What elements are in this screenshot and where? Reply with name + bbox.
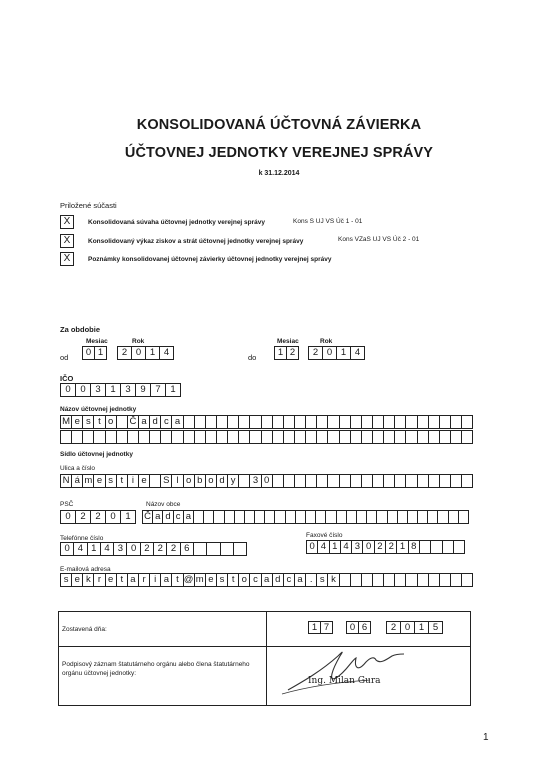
char-cell[interactable]: l xyxy=(172,474,183,488)
char-cell[interactable] xyxy=(265,510,275,524)
char-cell[interactable]: 1 xyxy=(275,346,287,360)
frame-divider-vertical xyxy=(266,611,267,705)
char-cell[interactable] xyxy=(317,415,328,429)
char-cell[interactable] xyxy=(388,510,398,524)
char-cell[interactable] xyxy=(406,573,417,587)
char-cell[interactable]: 1 xyxy=(146,346,160,360)
phone-cells[interactable] xyxy=(60,542,247,556)
fax-label: Faxové číslo xyxy=(306,532,343,539)
char-cell[interactable] xyxy=(295,474,306,488)
char-cell[interactable]: 0 xyxy=(347,621,359,634)
char-cell[interactable]: 3 xyxy=(250,474,261,488)
char-cell[interactable]: a xyxy=(172,415,183,429)
char-cell[interactable]: 4 xyxy=(351,346,365,360)
to-month-label: Mesiac xyxy=(277,338,299,345)
char-cell[interactable] xyxy=(357,510,367,524)
ico-label: IČO xyxy=(60,374,74,383)
char-cell[interactable] xyxy=(362,573,373,587)
char-cell[interactable]: 7 xyxy=(151,383,166,397)
char-cell[interactable] xyxy=(128,430,139,444)
char-cell[interactable] xyxy=(250,430,261,444)
char-cell[interactable]: . xyxy=(306,573,317,587)
char-cell[interactable]: t xyxy=(172,573,183,587)
char-cell[interactable] xyxy=(340,474,351,488)
fax-cells[interactable] xyxy=(306,540,465,554)
char-cell[interactable] xyxy=(328,415,339,429)
char-cell[interactable] xyxy=(449,510,459,524)
char-cell[interactable] xyxy=(367,510,377,524)
attachment-checkbox-3[interactable]: X xyxy=(60,252,74,266)
char-cell[interactable] xyxy=(228,415,239,429)
char-cell[interactable] xyxy=(438,510,448,524)
char-cell[interactable] xyxy=(328,430,339,444)
char-cell[interactable]: a xyxy=(295,573,306,587)
document-title-line1: KONSOLIDOVANÁ ÚČTOVNÁ ZÁVIERKA xyxy=(136,117,422,133)
char-cell[interactable] xyxy=(195,415,206,429)
char-cell[interactable] xyxy=(373,573,384,587)
char-cell[interactable] xyxy=(150,474,161,488)
to-month-cells[interactable] xyxy=(274,346,299,360)
char-cell[interactable] xyxy=(462,430,473,444)
char-cell[interactable] xyxy=(296,510,306,524)
char-cell[interactable]: 0 xyxy=(132,346,146,360)
char-cell[interactable] xyxy=(440,415,451,429)
char-cell[interactable]: m xyxy=(195,573,206,587)
char-cell[interactable]: i xyxy=(150,573,161,587)
char-cell[interactable]: 4 xyxy=(74,542,87,556)
char-cell[interactable] xyxy=(207,542,220,556)
char-cell[interactable] xyxy=(418,474,429,488)
char-cell[interactable]: a xyxy=(139,415,150,429)
char-cell[interactable] xyxy=(340,415,351,429)
char-cell[interactable]: 0 xyxy=(83,346,95,360)
char-cell[interactable] xyxy=(384,430,395,444)
char-cell[interactable] xyxy=(451,573,462,587)
char-cell[interactable] xyxy=(418,430,429,444)
char-cell[interactable] xyxy=(284,415,295,429)
char-cell[interactable]: s xyxy=(317,573,328,587)
char-cell[interactable] xyxy=(150,430,161,444)
char-cell[interactable]: 2 xyxy=(375,540,386,554)
char-cell[interactable]: 3 xyxy=(352,540,363,554)
char-cell[interactable] xyxy=(214,510,224,524)
char-cell[interactable]: 2 xyxy=(387,621,401,634)
char-cell[interactable]: 4 xyxy=(318,540,329,554)
char-cell[interactable]: e xyxy=(72,415,83,429)
prepared-day-cells[interactable] xyxy=(308,621,333,634)
char-cell[interactable]: 1 xyxy=(415,621,429,634)
char-cell[interactable]: 0 xyxy=(61,510,76,524)
char-cell[interactable]: M xyxy=(61,415,72,429)
char-cell[interactable] xyxy=(431,540,442,554)
char-cell[interactable]: e xyxy=(139,474,150,488)
char-cell[interactable]: 2 xyxy=(118,346,132,360)
char-cell[interactable]: c xyxy=(161,415,172,429)
char-cell[interactable]: 0 xyxy=(323,346,337,360)
char-cell[interactable] xyxy=(429,573,440,587)
char-cell[interactable] xyxy=(418,573,429,587)
char-cell[interactable] xyxy=(462,573,473,587)
char-cell[interactable]: 9 xyxy=(136,383,151,397)
char-cell[interactable]: 2 xyxy=(76,510,91,524)
char-cell[interactable] xyxy=(362,474,373,488)
char-cell[interactable]: 2 xyxy=(141,542,154,556)
char-cell[interactable] xyxy=(273,474,284,488)
char-cell[interactable] xyxy=(443,540,454,554)
char-cell[interactable]: a xyxy=(128,573,139,587)
char-cell[interactable] xyxy=(418,415,429,429)
char-cell[interactable]: 0 xyxy=(106,510,121,524)
char-cell[interactable] xyxy=(351,474,362,488)
attachment-checkbox-2[interactable]: X xyxy=(60,234,74,248)
from-label: od xyxy=(60,353,69,362)
town-label: Názov obce xyxy=(146,501,181,508)
char-cell[interactable] xyxy=(408,510,418,524)
char-cell[interactable]: 1 xyxy=(309,621,321,634)
char-cell[interactable] xyxy=(262,415,273,429)
char-cell[interactable]: 0 xyxy=(307,540,318,554)
seat-heading: Sídlo účtovnej jednotky xyxy=(60,451,133,458)
char-cell[interactable] xyxy=(139,430,150,444)
attachments-heading: Priložené súčasti xyxy=(60,201,117,210)
psc-label: PSČ xyxy=(60,501,74,508)
char-cell[interactable]: 6 xyxy=(181,542,194,556)
char-cell[interactable] xyxy=(184,415,195,429)
char-cell[interactable]: a xyxy=(153,510,163,524)
period-heading: Za obdobie xyxy=(60,325,100,334)
char-cell[interactable]: s xyxy=(83,415,94,429)
char-cell[interactable]: 3 xyxy=(121,383,136,397)
char-cell[interactable] xyxy=(317,430,328,444)
attachment-code-2: Kons VZaS UJ VS Úč 2 - 01 xyxy=(338,236,420,243)
char-cell[interactable]: 1 xyxy=(330,540,341,554)
char-cell[interactable] xyxy=(295,415,306,429)
char-cell[interactable] xyxy=(398,510,408,524)
char-cell[interactable]: o xyxy=(206,474,217,488)
char-cell[interactable] xyxy=(306,430,317,444)
char-cell[interactable]: e xyxy=(206,573,217,587)
char-cell[interactable] xyxy=(239,474,250,488)
char-cell[interactable] xyxy=(306,415,317,429)
char-cell[interactable]: e xyxy=(72,573,83,587)
char-cell[interactable]: 0 xyxy=(61,383,76,397)
char-cell[interactable] xyxy=(362,430,373,444)
char-cell[interactable]: á xyxy=(72,474,83,488)
char-cell[interactable]: c xyxy=(174,510,184,524)
attachment-checkbox-1[interactable]: X xyxy=(60,215,74,229)
char-cell[interactable]: 1 xyxy=(121,510,136,524)
char-cell[interactable]: o xyxy=(184,474,195,488)
street-cells[interactable] xyxy=(60,474,473,488)
char-cell[interactable] xyxy=(362,415,373,429)
char-cell[interactable] xyxy=(72,430,83,444)
char-cell[interactable] xyxy=(451,430,462,444)
char-cell[interactable] xyxy=(406,474,417,488)
char-cell[interactable]: S xyxy=(161,474,172,488)
char-cell[interactable] xyxy=(395,573,406,587)
char-cell[interactable] xyxy=(239,430,250,444)
char-cell[interactable]: r xyxy=(139,573,150,587)
char-cell[interactable] xyxy=(373,415,384,429)
char-cell[interactable] xyxy=(184,430,195,444)
signer-name: Ing. Milan Gura xyxy=(308,676,381,686)
char-cell[interactable]: a xyxy=(161,573,172,587)
char-cell[interactable] xyxy=(286,510,296,524)
char-cell[interactable] xyxy=(172,430,183,444)
char-cell[interactable]: Č xyxy=(143,510,153,524)
entity-name-row2[interactable] xyxy=(60,430,473,444)
char-cell[interactable]: 2 xyxy=(287,346,299,360)
char-cell[interactable] xyxy=(326,510,336,524)
email-label: E-mailová adresa xyxy=(60,566,111,573)
char-cell[interactable] xyxy=(440,573,451,587)
char-cell[interactable] xyxy=(250,415,261,429)
char-cell[interactable]: 4 xyxy=(341,540,352,554)
char-cell[interactable]: s xyxy=(217,573,228,587)
char-cell[interactable] xyxy=(106,430,117,444)
char-cell[interactable] xyxy=(418,510,428,524)
char-cell[interactable] xyxy=(262,430,273,444)
char-cell[interactable]: y xyxy=(228,474,239,488)
char-cell[interactable] xyxy=(284,430,295,444)
prepared-date-label: Zostavená dňa: xyxy=(62,626,107,633)
char-cell[interactable]: 2 xyxy=(309,346,323,360)
char-cell[interactable] xyxy=(429,474,440,488)
char-cell[interactable] xyxy=(306,474,317,488)
char-cell[interactable]: 6 xyxy=(359,621,371,634)
char-cell[interactable]: t xyxy=(117,474,128,488)
char-cell[interactable] xyxy=(225,510,235,524)
char-cell[interactable] xyxy=(377,510,387,524)
char-cell[interactable]: a xyxy=(184,510,194,524)
char-cell[interactable] xyxy=(351,430,362,444)
entity-name-label: Názov účtovnej jednotky xyxy=(60,406,137,413)
char-cell[interactable] xyxy=(395,415,406,429)
char-cell[interactable] xyxy=(235,510,245,524)
char-cell[interactable] xyxy=(384,474,395,488)
char-cell[interactable] xyxy=(194,542,207,556)
char-cell[interactable]: 0 xyxy=(76,383,91,397)
char-cell[interactable] xyxy=(194,510,204,524)
char-cell[interactable] xyxy=(273,430,284,444)
document-title-line2: ÚČTOVNEJ JEDNOTKY VEREJNEJ SPRÁVY xyxy=(124,145,434,161)
from-month-label: Mesiac xyxy=(86,338,108,345)
town-cells[interactable] xyxy=(142,510,469,524)
char-cell[interactable] xyxy=(373,474,384,488)
char-cell[interactable] xyxy=(429,430,440,444)
char-cell[interactable]: d xyxy=(273,573,284,587)
char-cell[interactable]: 1 xyxy=(106,383,121,397)
char-cell[interactable] xyxy=(94,430,105,444)
signature-label: Podpisový záznam štatutárneho orgánu alebo člena štatutárneho orgánu účtovnej jednotky: xyxy=(62,661,250,677)
to-label: do xyxy=(248,353,257,362)
char-cell[interactable] xyxy=(429,415,440,429)
from-year-cells[interactable] xyxy=(117,346,174,360)
char-cell[interactable] xyxy=(428,510,438,524)
char-cell[interactable] xyxy=(245,510,255,524)
attachment-label-1: Konsolidovaná súvaha účtovnej jednotky verejnej správy xyxy=(88,219,266,226)
char-cell[interactable]: d xyxy=(150,415,161,429)
char-cell[interactable]: 1 xyxy=(397,540,408,554)
char-cell[interactable]: r xyxy=(94,573,105,587)
to-year-label: Rok xyxy=(320,338,333,345)
char-cell[interactable] xyxy=(351,415,362,429)
char-cell[interactable]: @ xyxy=(183,574,194,585)
char-cell[interactable]: 1 xyxy=(166,383,181,397)
handwritten-signature xyxy=(280,642,430,698)
char-cell[interactable]: k xyxy=(83,573,94,587)
char-cell[interactable] xyxy=(351,573,362,587)
char-cell[interactable] xyxy=(275,510,285,524)
char-cell[interactable] xyxy=(420,540,431,554)
from-year-label: Rok xyxy=(132,338,145,345)
prepared-year-cells[interactable] xyxy=(386,621,443,634)
char-cell[interactable] xyxy=(206,430,217,444)
char-cell[interactable]: a xyxy=(262,573,273,587)
char-cell[interactable] xyxy=(273,415,284,429)
char-cell[interactable]: 3 xyxy=(91,383,106,397)
char-cell[interactable] xyxy=(61,430,72,444)
char-cell[interactable]: b xyxy=(195,474,206,488)
char-cell[interactable]: 4 xyxy=(160,346,174,360)
char-cell[interactable]: o xyxy=(239,573,250,587)
char-cell[interactable] xyxy=(234,542,247,556)
char-cell[interactable]: N xyxy=(61,474,72,488)
document-date: k 31.12.2014 xyxy=(258,170,300,177)
psc-cells[interactable] xyxy=(60,510,136,524)
char-cell[interactable]: c xyxy=(250,573,261,587)
phone-label: Telefónne číslo xyxy=(60,535,104,542)
char-cell[interactable] xyxy=(340,573,351,587)
char-cell[interactable] xyxy=(451,474,462,488)
attachment-label-2: Konsolidovaný výkaz ziskov a strát účtovnej jednotky verejnej správy xyxy=(88,238,304,245)
char-cell[interactable] xyxy=(462,415,473,429)
char-cell[interactable]: s xyxy=(61,573,72,587)
char-cell[interactable] xyxy=(255,510,265,524)
char-cell[interactable] xyxy=(384,415,395,429)
char-cell[interactable]: 2 xyxy=(154,542,167,556)
char-cell[interactable] xyxy=(117,430,128,444)
char-cell[interactable] xyxy=(454,540,465,554)
char-cell[interactable] xyxy=(221,542,234,556)
char-cell[interactable]: 0 xyxy=(61,542,74,556)
char-cell[interactable] xyxy=(337,510,347,524)
char-cell[interactable] xyxy=(306,510,316,524)
char-cell[interactable] xyxy=(317,474,328,488)
char-cell[interactable] xyxy=(239,415,250,429)
char-cell[interactable] xyxy=(384,573,395,587)
char-cell[interactable] xyxy=(117,415,128,429)
char-cell[interactable]: e xyxy=(106,573,117,587)
char-cell[interactable]: 2 xyxy=(386,540,397,554)
char-cell[interactable]: 0 xyxy=(262,474,273,488)
char-cell[interactable]: 0 xyxy=(127,542,140,556)
attachment-code-1: Kons S UJ VS Úč 1 - 01 xyxy=(293,218,363,225)
char-cell[interactable] xyxy=(440,430,451,444)
char-cell[interactable]: 0 xyxy=(401,621,415,634)
char-cell[interactable] xyxy=(347,510,357,524)
char-cell[interactable]: 7 xyxy=(321,621,333,634)
page-number: 1 xyxy=(483,732,489,743)
from-month-cells[interactable] xyxy=(82,346,107,360)
char-cell[interactable]: s xyxy=(106,474,117,488)
char-cell[interactable] xyxy=(228,430,239,444)
char-cell[interactable] xyxy=(295,430,306,444)
char-cell[interactable] xyxy=(83,430,94,444)
street-label: Ulica a číslo xyxy=(60,465,96,472)
char-cell[interactable]: 2 xyxy=(91,510,106,524)
char-cell[interactable] xyxy=(328,474,339,488)
char-cell[interactable] xyxy=(206,415,217,429)
email-cells[interactable] xyxy=(60,573,473,587)
char-cell[interactable] xyxy=(284,474,295,488)
char-cell[interactable] xyxy=(451,415,462,429)
char-cell[interactable] xyxy=(406,415,417,429)
char-cell[interactable] xyxy=(195,430,206,444)
char-cell[interactable]: e xyxy=(94,474,105,488)
char-cell[interactable]: t xyxy=(94,415,105,429)
char-cell[interactable] xyxy=(217,430,228,444)
char-cell[interactable]: 1 xyxy=(337,346,351,360)
char-cell[interactable]: 0 xyxy=(363,540,374,554)
char-cell[interactable]: c xyxy=(284,573,295,587)
attachment-label-3: Poznámky konsolidovanej účtovnej závierky účtovnej jednotky verejnej správy xyxy=(88,256,332,263)
char-cell[interactable]: Č xyxy=(128,415,139,429)
char-cell[interactable] xyxy=(316,510,326,524)
char-cell[interactable] xyxy=(440,474,451,488)
char-cell[interactable]: 1 xyxy=(95,346,107,360)
char-cell[interactable] xyxy=(395,430,406,444)
char-cell[interactable] xyxy=(406,430,417,444)
char-cell[interactable]: 8 xyxy=(409,540,420,554)
char-cell[interactable]: d xyxy=(217,474,228,488)
char-cell[interactable] xyxy=(395,474,406,488)
ico-cells[interactable] xyxy=(60,383,181,397)
char-cell[interactable]: t xyxy=(228,573,239,587)
char-cell[interactable]: 1 xyxy=(88,542,101,556)
char-cell[interactable] xyxy=(161,430,172,444)
char-cell[interactable] xyxy=(340,430,351,444)
char-cell[interactable] xyxy=(217,415,228,429)
to-year-cells[interactable] xyxy=(308,346,365,360)
char-cell[interactable] xyxy=(459,510,469,524)
char-cell[interactable]: 5 xyxy=(429,621,443,634)
prepared-month-cells[interactable] xyxy=(346,621,371,634)
char-cell[interactable] xyxy=(204,510,214,524)
char-cell[interactable]: o xyxy=(106,415,117,429)
char-cell[interactable]: t xyxy=(117,573,128,587)
char-cell[interactable]: 2 xyxy=(167,542,180,556)
char-cell[interactable]: k xyxy=(328,573,339,587)
char-cell[interactable] xyxy=(462,474,473,488)
char-cell[interactable]: 3 xyxy=(114,542,127,556)
char-cell[interactable]: 4 xyxy=(101,542,114,556)
char-cell[interactable] xyxy=(373,430,384,444)
char-cell[interactable]: d xyxy=(163,510,173,524)
entity-name-row1[interactable] xyxy=(60,415,473,429)
char-cell[interactable]: i xyxy=(128,474,139,488)
char-cell[interactable]: m xyxy=(83,474,94,488)
